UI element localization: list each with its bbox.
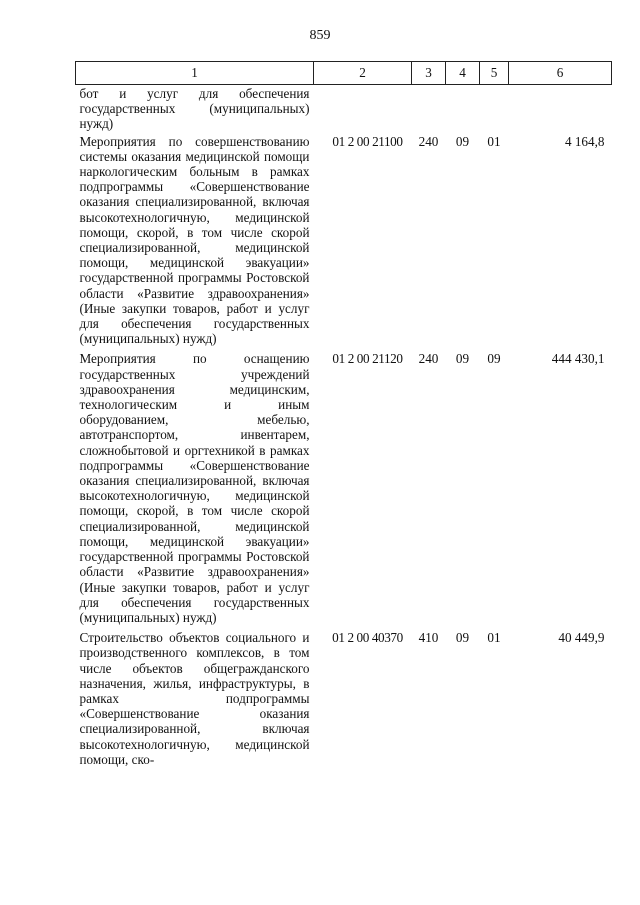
row-amount: 40 449,9 bbox=[558, 630, 605, 646]
table-row bbox=[76, 349, 612, 628]
row-code: 01 2 00 40370 bbox=[332, 630, 403, 646]
row-subsection: 01 bbox=[487, 133, 501, 149]
row-section: 09 bbox=[455, 133, 470, 149]
row-subsection: 09 bbox=[487, 351, 501, 367]
column-header-4: 4 bbox=[446, 62, 480, 85]
column-header-6: 6 bbox=[509, 62, 612, 85]
budget-table bbox=[75, 61, 612, 770]
row-section: 09 bbox=[455, 630, 470, 646]
row-subsection: 01 bbox=[487, 630, 501, 646]
continuation-row bbox=[76, 85, 612, 132]
row-expense-type: 240 bbox=[418, 133, 439, 149]
continuation-text: бот и услуг для обеспечения государственных (муниципальных) нужд) bbox=[79, 86, 310, 132]
row-expense-type: 240 bbox=[418, 351, 439, 367]
row-code: 01 2 00 21120 bbox=[332, 351, 403, 367]
row-expense-type: 410 bbox=[418, 630, 439, 646]
table-row bbox=[76, 628, 612, 770]
table-row bbox=[76, 132, 612, 350]
column-header-3: 3 bbox=[412, 62, 446, 85]
column-header-2: 2 bbox=[314, 62, 412, 85]
row-code: 01 2 00 21100 bbox=[332, 133, 403, 149]
column-header-1: 1 bbox=[76, 62, 314, 85]
row-amount: 444 430,1 bbox=[551, 351, 605, 367]
row-description: Мероприятия по оснащению государственных учреждений здравоохранения медицинским, технологическим и иным оборудованием, мебелью, автотранспортом, инвентарем, сложнобытовой и оргтехникой в рамках подпрограммы «Совершенствование оказания специализированной, включая высокотехнологичную, медицинской помощи, скорой, в том числе скорой специализированной, медицинской помощи, медицинской эвакуации» государственной программы Ростовской области «Развитие здравоохранения» (Иные закупки товаров, работ и услуг для обеспечения государственных (муниципальных) нужд) bbox=[79, 351, 310, 625]
row-description: Мероприятия по совершенствованию системы оказания медицинской помощи наркологическим больным в рамках подпрограммы «Совершенствование оказания специализированной, включая высокотехнологичную, медицинской помощи, скорой, в том числе скорой специализированной, медицинской помощи, медицинской эвакуации» государственной программы Ростовской области «Развитие здравоохранения» (Иные закупки товаров, работ и услуг для обеспечения государственных (муниципальных) нужд) bbox=[79, 133, 310, 347]
column-header-5: 5 bbox=[480, 62, 509, 85]
row-description: Строительство объектов социального и производственного комплексов, в том числе объектов общегражданского назначения, жилья, инфраструктуры, в рамках подпрограммы «Совершенствование оказания специализированной, включая высокотехнологичную, медицинской помощи, ско- bbox=[79, 630, 310, 767]
row-section: 09 bbox=[455, 351, 470, 367]
page-number: 859 bbox=[309, 28, 331, 43]
row-amount: 4 164,8 bbox=[564, 133, 605, 149]
table-header-row bbox=[76, 62, 612, 85]
